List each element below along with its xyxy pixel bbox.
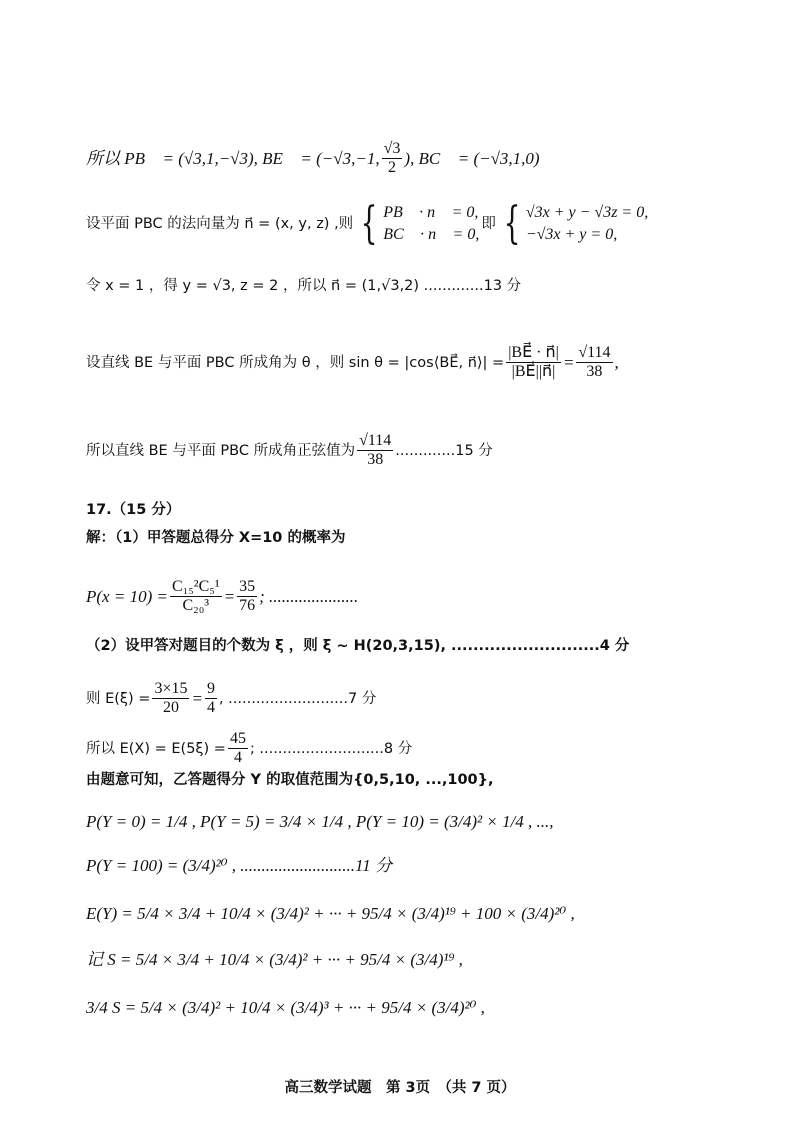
connector: 即 bbox=[481, 216, 496, 232]
line-part1: 解：（1）甲答题总得分 X=10 的概率为 bbox=[86, 530, 346, 546]
line-probability: P(x = 10) = $\frac{\text{C₁₅²C₅¹}}{\text{C₂₀³}}$ = $\frac{35}{76}$ ; ..................... bbox=[86, 578, 359, 614]
fraction: $\frac{9}{4}$ bbox=[206, 680, 215, 716]
equation-system-2: { √3x + y − √3z = 0, −√3x + y = 0, bbox=[503, 198, 649, 249]
page-footer: 高三数学试题 第 3页 （共 7 页） bbox=[284, 1080, 516, 1096]
line-sine-value: 所以直线 BE 与平面 PBC 所成角正弦值为 $\frac{√114}{38}$ .............15 分 bbox=[86, 432, 493, 468]
line-vectors bbox=[86, 140, 553, 177]
vector-text: 所以 PB⃗ = (√3,1,−√3), BE⃗ = (−√3,−1, bbox=[86, 148, 380, 168]
fraction: $\frac{3\times 15}{20}$ bbox=[154, 680, 188, 716]
line-part2: （2）设甲答对题目的个数为 ξ ，则 ξ ~ H(20,3,15), ...........................4 分 bbox=[86, 638, 630, 654]
line-angle: 设直线 BE 与平面 PBC 所成角为 θ ，则 sin θ = |cos⟨BE⃗, n⃗⟩| = $\frac{|BE⃗ \cdot n⃗|}{|BE⃗||n⃗|}$ = $\frac{√114}{38}$ , bbox=[86, 344, 619, 380]
equation-system-1: { PB⃗ · n⃗ = 0, BC⃗ · n⃗ = 0, bbox=[360, 198, 480, 249]
solution-text: 令 x = 1 ，得 y = √3, z = 2 ，所以 n⃗ = (1,√3,2) .............13 分 bbox=[86, 278, 522, 294]
fraction: $\frac{35}{76}$ bbox=[239, 578, 256, 614]
brace-icon: { bbox=[360, 198, 378, 249]
question-heading: 17.（15 分） bbox=[86, 502, 181, 518]
fraction: $\frac{45}{4}$ bbox=[229, 730, 246, 766]
fraction: $\frac{√3}{2}$ bbox=[383, 140, 401, 176]
fraction: $\frac{√114}{38}$ bbox=[578, 344, 611, 380]
line-ey: E(Y) = 5/4 × 3/4 + 10/4 × (3/4)² + ··· + 95/4 × (3/4)¹⁹ + 100 × (3/4)²⁰ , bbox=[86, 904, 575, 923]
vector-text-tail: ), BC⃗ = (−√3,1,0)， bbox=[404, 148, 553, 168]
sine-text: 所以直线 BE 与平面 PBC 所成角正弦值为 bbox=[86, 442, 356, 459]
normal-intro: 设平面 PBC 的法向量为 n⃗ = (x, y, z) ,则 bbox=[86, 216, 354, 232]
line-expectation: 则 E(ξ) = $\frac{3\times 15}{20}$ = $\frac{9}{4}$ , ..........................7 分 bbox=[86, 680, 377, 716]
brace-icon: { bbox=[503, 198, 521, 249]
angle-intro: 设直线 BE 与平面 PBC 所成角为 θ ，则 sin θ = |cos⟨BE⃗, n⃗⟩| = bbox=[86, 354, 505, 371]
line-s: 记 S = 5/4 × 3/4 + 10/4 × (3/4)² + ··· + 95/4 × (3/4)¹⁹ , bbox=[86, 950, 463, 969]
fraction: $\frac{√114}{38}$ bbox=[359, 432, 392, 468]
line-expectation-x: 所以 E(X) = E(5ξ) = $\frac{45}{4}$ ; ...........................8 分 bbox=[86, 730, 413, 766]
line-y-range: 由题意可知，乙答题得分 Y 的取值范围为{0,5,10, ...,100}, bbox=[86, 772, 494, 788]
line-y100: P(Y = 100) = (3/4)²⁰ , ...........................11 分 bbox=[86, 856, 393, 875]
line-three-quarter-s: 3/4 S = 5/4 × (3/4)² + 10/4 × (3/4)³ + ··· + 95/4 × (3/4)²⁰ , bbox=[86, 998, 485, 1017]
fraction: $\frac{\text{C₁₅²C₅¹}}{\text{C₂₀³}}$ bbox=[171, 578, 220, 614]
line-normal-vector bbox=[86, 198, 650, 249]
line-y-distribution: P(Y = 0) = 1/4 , P(Y = 5) = 3/4 × 1/4 , P(Y = 10) = (3/4)² × 1/4 , ..., bbox=[86, 812, 554, 831]
line-solution bbox=[86, 276, 521, 296]
fraction: $\frac{|BE⃗ \cdot n⃗|}{|BE⃗||n⃗|}$ bbox=[508, 344, 559, 380]
